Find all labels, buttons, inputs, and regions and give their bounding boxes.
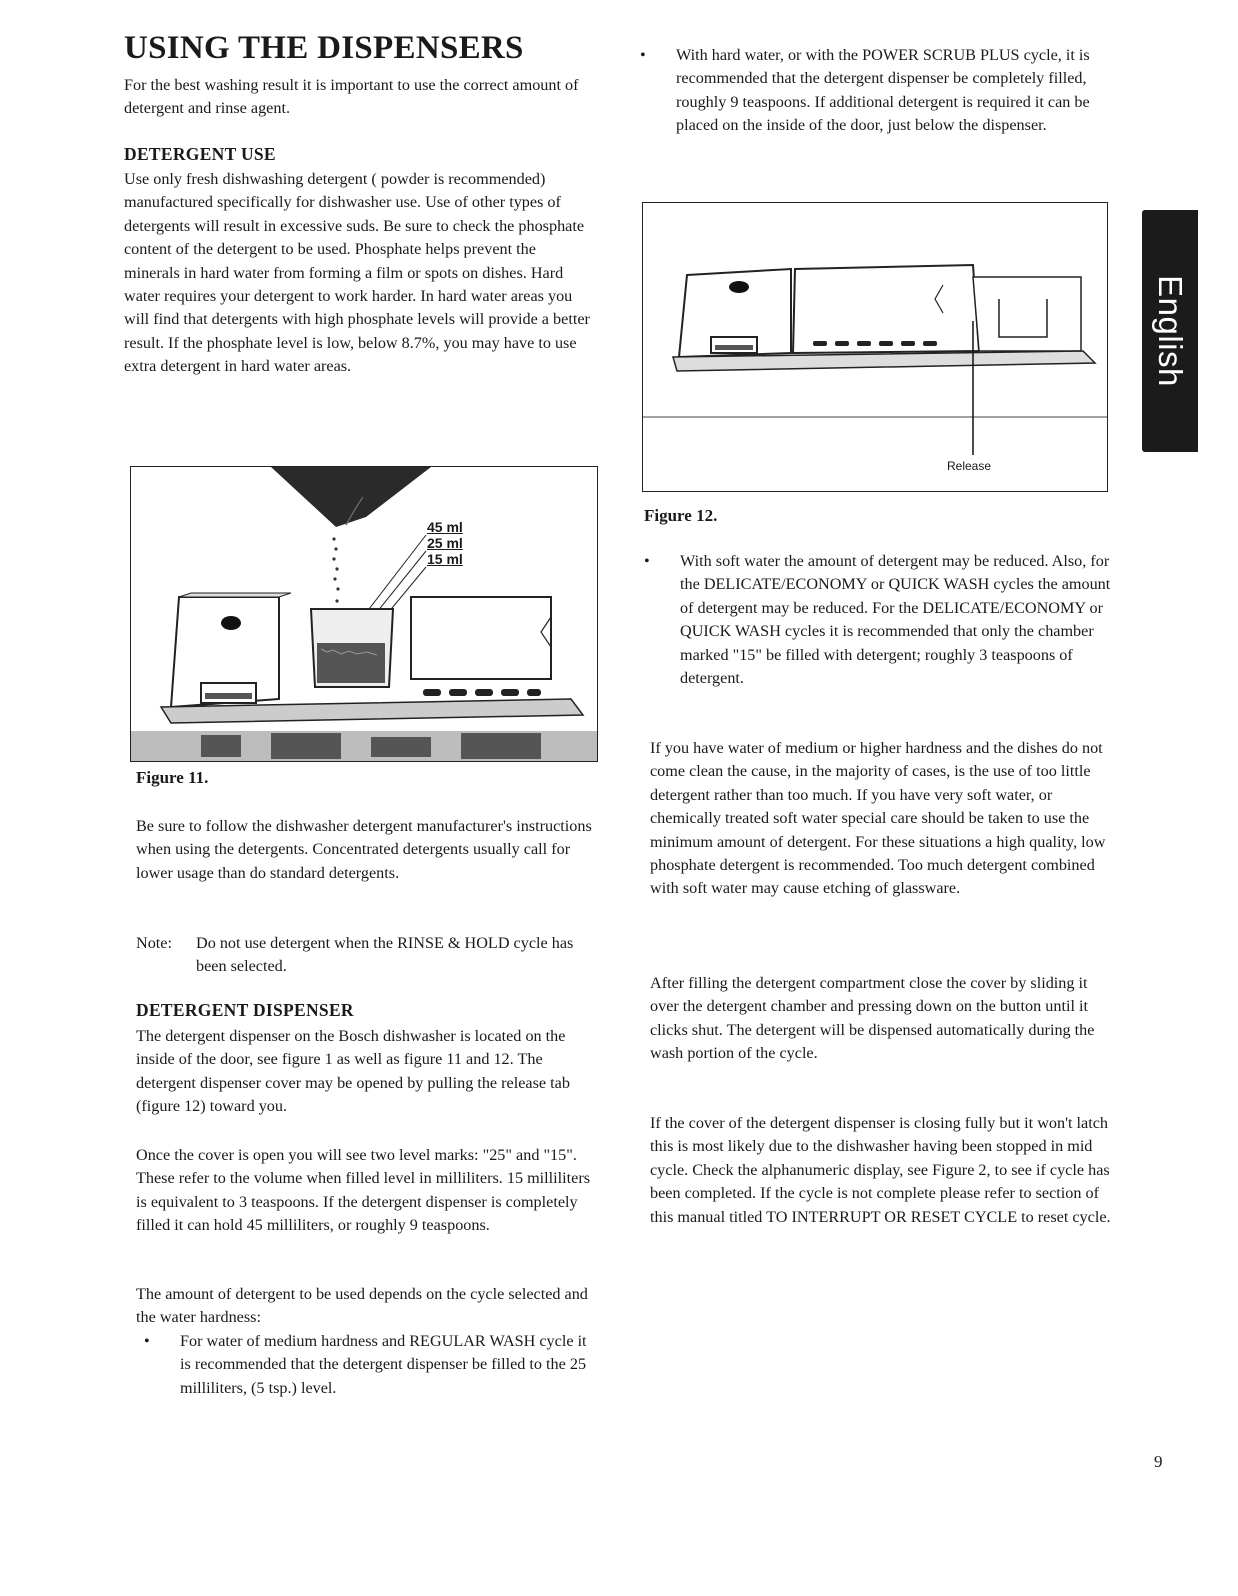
- mark-25-label: 25 ml: [427, 535, 463, 551]
- detergent-use-paragraph: Use only fresh dishwashing detergent ( powder is recommended) manufactured specifically for dishwasher use. Use of other types of detergents will result in excessive suds. Be sure to check the phosphate content of the detergent to be used. Phosphate helps prevent the minerals in hard water from forming a film or spots on dishes. Hard water requires your detergent to work harder. In hard water areas you will find that detergents with high phosphate levels will provide a better result. If the phosphate level is low, below 8.7%, you may have to use extra detergent in hard water areas.: [124, 170, 590, 376]
- interrupt-cycle-paragraph: If the cover of the detergent dispenser is closing fully but it won't latch this is most likely due to the dishwasher having been stopped in mid cycle. Check the alphanumeric display, see Figure 2, to see if cycle has been completed. If the cycle is not complete please refer to section of this manual titled TO INTERRUPT OR RESET CYCLE to reset cycle.: [650, 1114, 1111, 1226]
- dispenser-release-diagram: [643, 203, 1107, 491]
- regular-wash-text: For water of medium hardness and REGULAR WASH cycle it is recommended that the detergent dispenser be filled to the 25 milliliters, (5 tsp.) level.: [180, 1332, 587, 1397]
- dispenser-fill-diagram: [131, 467, 597, 761]
- page-title: USING THE DISPENSERS: [124, 30, 524, 66]
- bullet-dot: •: [144, 1332, 150, 1350]
- soft-water-text: With soft water the amount of detergent may be reduced. Also, for the DELICATE/ECONOMY or QUICK WASH cycles the amount of detergent may be reduced. For the DELICATE/ECONOMY or QUICK WASH cycles it is recommended that only the chamber marked "15" be filled with detergent; roughly 3 teaspoons of detergent.: [680, 552, 1111, 688]
- mark-45-label: 45 ml: [427, 519, 463, 535]
- note-text: Do not use detergent when the RINSE & HOLD cycle has been selected.: [196, 934, 574, 976]
- mark-15-label: 15 ml: [427, 551, 463, 567]
- detergent-use-heading: DETERGENT USE: [124, 144, 276, 164]
- page-number: 9: [1154, 1452, 1163, 1471]
- amount-paragraph: The amount of detergent to be used depends on the cycle selected and the water hardness:: [136, 1285, 588, 1327]
- detergent-dispenser-heading: DETERGENT DISPENSER: [136, 1000, 354, 1020]
- detergent-stream: [332, 537, 340, 614]
- regular-wash-bullet: [144, 1330, 596, 1400]
- figure-12-illustration: [642, 202, 1108, 492]
- hard-water-bullet: [640, 44, 1110, 138]
- bullet-dot: •: [640, 46, 646, 64]
- dashed-marks: [423, 689, 541, 696]
- note-label: Note:: [136, 934, 172, 952]
- language-tab-label: English: [1152, 275, 1189, 387]
- release-label: Release: [947, 459, 992, 473]
- figure-12-caption: Figure 12.: [644, 506, 718, 525]
- bullet-dot: •: [644, 552, 650, 570]
- hard-water-text: With hard water, or with the POWER SCRUB PLUS cycle, it is recommended that the detergent dispenser be completely filled, roughly 9 teaspoons. If additional detergent is required it can be placed on the inside of the door, just below the dispenser.: [676, 46, 1090, 135]
- detergent-box-shape: [271, 467, 431, 527]
- manufacturer-note-paragraph: Be sure to follow the dishwasher detergent manufacturer's instructions when using the detergents. Concentrated detergents usually call for lower usage than do standard detergents.: [136, 817, 592, 882]
- intro-paragraph: For the best washing result it is important to use the correct amount of detergent and rinse agent.: [124, 76, 579, 118]
- language-tab: [1142, 210, 1198, 452]
- dispenser-location-paragraph: The detergent dispenser on the Bosch dishwasher is located on the inside of the door, see figure 1 as well as figure 11 and 12. The detergent dispenser cover may be opened by pulling the release tab (figure 12) toward you.: [136, 1027, 570, 1116]
- closing-cover-paragraph: After filling the detergent compartment close the cover by sliding it over the detergent chamber and pressing down on the button until it clicks shut. The detergent will be dispensed automatically during the wash portion of the cycle.: [650, 974, 1095, 1063]
- water-hardness-paragraph: If you have water of medium or higher hardness and the dishes do not come clean the cause, in the majority of cases, is the use of too little detergent rather than too much. If you have very soft water, or chemically treated soft water special care should be taken to use the minimum amount of detergent. For these situations a high quality, low phosphate detergent is recommended. Too much detergent combined with soft water may cause etching of glassware.: [650, 739, 1106, 898]
- level-marks-paragraph: Once the cover is open you will see two level marks: "25" and "15". These refer to the volume when filled level in milliliters. 15 milliliters is equivalent to 3 teaspoons. If the detergent dispenser is completely filled it can hold 45 milliliters, or roughly 9 teaspoons.: [136, 1146, 591, 1235]
- figure-11-illustration: [130, 466, 598, 762]
- rinse-hold-note: [136, 932, 596, 979]
- figure-11-caption: Figure 11.: [136, 768, 209, 787]
- soft-water-bullet: [644, 550, 1114, 690]
